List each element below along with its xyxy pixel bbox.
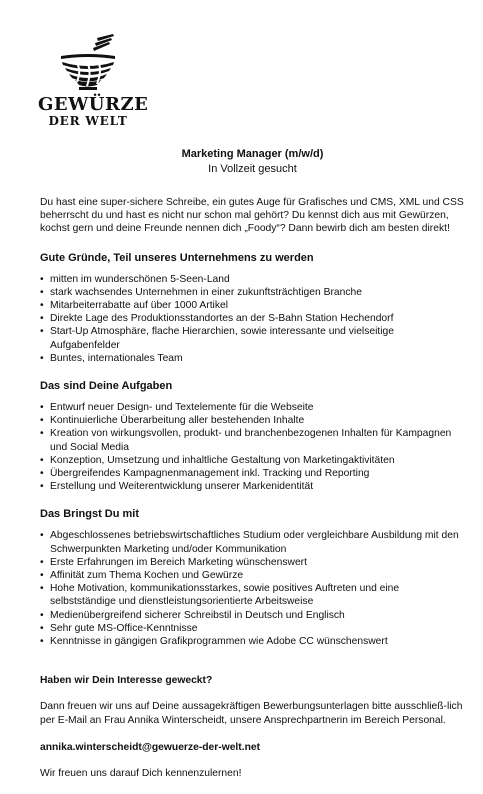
list-item: • Übergreifendes Kampagnenmanagement inkl. Tracking und Reporting bbox=[40, 467, 465, 480]
list-item: • Kenntnisse in gängigen Grafikprogrammen wie Adobe CC wünschenswert bbox=[40, 635, 465, 648]
contact-email-link[interactable]: annika.winterscheidt@gewuerze-der-welt.net bbox=[40, 741, 261, 753]
section-benefits bbox=[40, 251, 465, 365]
job-posting bbox=[40, 146, 465, 794]
list-item: • Sehr gute MS-Office-Kenntnisse bbox=[40, 622, 465, 635]
list-item: • Buntes, internationales Team bbox=[40, 352, 465, 365]
contact-paragraph: Dann freuen wir uns auf Deine aussagekräftigen Bewerbungsunterlagen bitte ausschließ-lich per E-Mail an Frau Annika Winterscheidt, unsere Ansprechpartnerin im Bereich Personal. bbox=[40, 701, 463, 726]
job-subtitle: In Vollzeit gesucht bbox=[208, 163, 297, 175]
list-item: • Konzeption, Umsetzung und inhaltliche Gestaltung von Marketingaktivitäten bbox=[40, 454, 465, 467]
mortar-and-pestle-logo-icon bbox=[57, 32, 119, 92]
section-requirements bbox=[40, 507, 465, 648]
section-tasks bbox=[40, 379, 465, 493]
list-item: • Erstellung und Weiterentwicklung unserer Markenidentität bbox=[40, 480, 465, 493]
section-heading: Gute Gründe, Teil unseres Unternehmens zu werden bbox=[40, 251, 314, 264]
list-item: • Start-Up Atmosphäre, flache Hierarchien, sowie interessante und vielseitige Aufgabenfelder bbox=[40, 325, 465, 351]
tasks-list bbox=[40, 401, 465, 493]
section-heading: Das sind Deine Aufgaben bbox=[40, 380, 173, 393]
title-block bbox=[40, 146, 465, 176]
list-item: • Erste Erfahrungen im Bereich Marketing wünschenswert bbox=[40, 556, 465, 569]
list-item: • Mitarbeiterrabatte auf über 1000 Artikel bbox=[40, 299, 465, 312]
brand-name-line2: DER WELT bbox=[48, 114, 128, 128]
list-item: • Entwurf neuer Design- und Textelemente für die Webseite bbox=[40, 401, 465, 414]
brand-name-line1: GEWÜRZE bbox=[38, 94, 149, 115]
job-title: Marketing Manager (m/w/d) bbox=[181, 148, 324, 160]
benefits-list bbox=[40, 273, 465, 365]
intro-paragraph: Du hast eine super-sichere Schreibe, ein gutes Auge für Grafisches und CMS, XML und CSS beherrscht du und hast es nicht nur schon mal gehört? Du kennst dich aus mit Gewürzen, kochst gern und deine Freunde nennen dich „Foody“? Dann bewirb dich am besten direkt! bbox=[40, 197, 464, 235]
list-item: • Affinität zum Thema Kochen und Gewürze bbox=[40, 569, 465, 582]
list-item: • mitten im wunderschönen 5-Seen-Land bbox=[40, 273, 465, 286]
closing-text: Wir freuen uns darauf Dich kennenzulernen! bbox=[40, 768, 242, 780]
company-logo bbox=[38, 32, 149, 128]
list-item: • stark wachsendes Unternehmen in einer zukunftsträchtigen Branche bbox=[40, 286, 465, 299]
section-heading: Das Bringst Du mit bbox=[40, 508, 140, 521]
list-item: • Hohe Motivation, kommunikationsstarkes, sowie positives Auftreten und eine selbstständige und dienstleistungsorientierte Arbeitsweise bbox=[40, 582, 465, 608]
list-item: • Direkte Lage des Produktionsstandortes an der S-Bahn Station Hechendorf bbox=[40, 312, 465, 325]
requirements-list bbox=[40, 529, 465, 648]
contact-question: Haben wir Dein Interesse geweckt? bbox=[40, 675, 213, 687]
list-item: • Kreation von wirkungsvollen, produkt- und branchenbezogenen Inhalten für Kampagnen und Social Media bbox=[40, 427, 465, 453]
list-item: • Abgeschlossenes betriebswirtschaftliches Studium oder vergleichbare Ausbildung mit den Schwerpunkten Marketing und/oder Kommunikation bbox=[40, 529, 465, 555]
list-item: • Kontinuierliche Überarbeitung aller bestehenden Inhalte bbox=[40, 414, 465, 427]
list-item: • Medienübergreifend sicherer Schreibstil in Deutsch und Englisch bbox=[40, 609, 465, 622]
